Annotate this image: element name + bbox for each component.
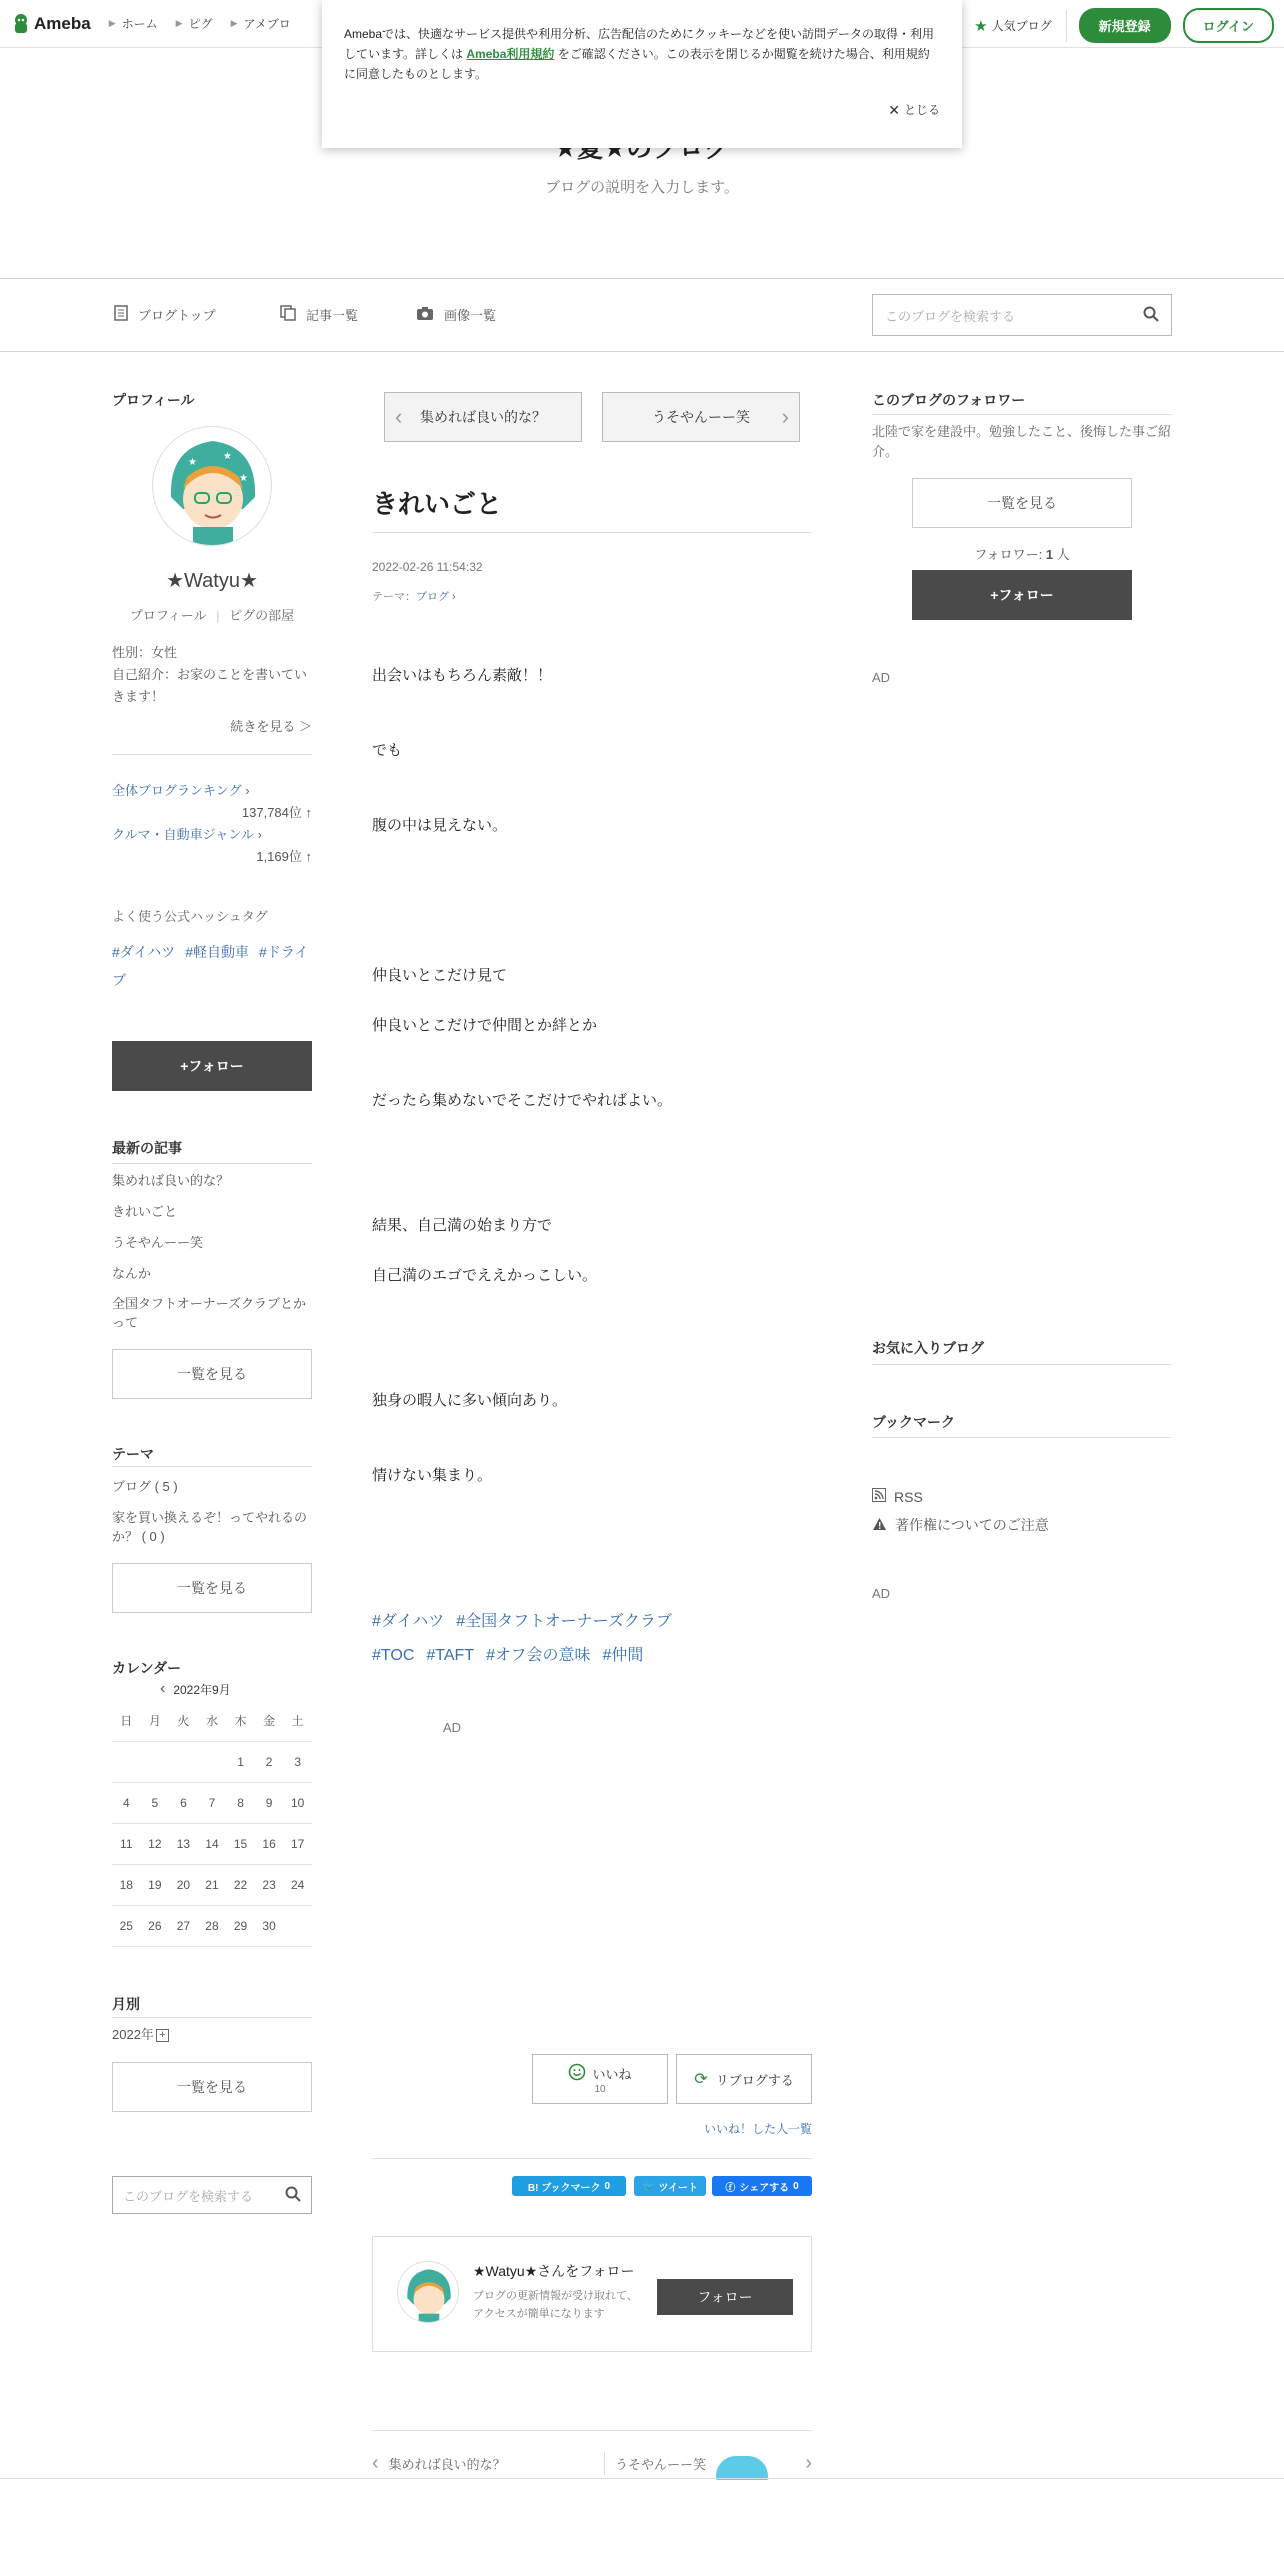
divider xyxy=(372,2158,812,2159)
chevron-left-icon: ‹ xyxy=(395,404,403,429)
divider xyxy=(112,1466,312,1467)
tab-entry-list-label: 記事一覧 xyxy=(306,308,359,323)
blog-description: ブログの説明を入力します。 xyxy=(545,179,739,196)
hatena-bookmark-button[interactable] xyxy=(512,2176,626,2196)
calendar-day: 1 xyxy=(226,1741,255,1782)
theme-item[interactable]: 家を買い換えるぞ！ってやれるのか？ ( 0 ) xyxy=(112,1510,308,1544)
profile-name[interactable]: ★Watyu★ xyxy=(166,570,258,592)
calendar-day xyxy=(169,1741,198,1782)
hatena-label: B! ブックマーク xyxy=(527,2182,601,2194)
weekday: 日 xyxy=(112,1700,141,1741)
chevron-right-icon: › xyxy=(781,404,789,429)
ranking-genre-link[interactable] xyxy=(112,824,312,846)
chevron-right-icon: ▶ xyxy=(230,18,238,28)
calendar-month: 2022年9月 xyxy=(173,1682,231,1697)
calendar-day: 12 xyxy=(141,1823,170,1864)
ranking-total-label: 全体ブログランキング xyxy=(112,783,242,798)
recent-list-button[interactable]: 一覧を見る xyxy=(112,1349,312,1399)
ameba-logo[interactable] xyxy=(12,13,91,35)
calendar-week xyxy=(112,1905,312,1946)
calendar-day: 10 xyxy=(283,1782,312,1823)
calendar-day: 13 xyxy=(169,1823,198,1864)
like-count: 10 xyxy=(594,2084,606,2095)
facebook-share-count: 0 xyxy=(793,2180,799,2192)
follower-unit: 人 xyxy=(1053,547,1070,562)
chevron-right-icon: › xyxy=(805,2452,812,2474)
login-button[interactable]: ログイン xyxy=(1183,8,1274,43)
recent-entries-heading: 最新の記事 xyxy=(112,1140,182,1156)
calendar-day: 24 xyxy=(283,1864,312,1905)
chevron-left-icon[interactable]: ‹ xyxy=(160,1680,166,1697)
profile-links: プロフィール | ピグの部屋 xyxy=(129,608,295,623)
hashtag-link[interactable]: #TOC xyxy=(372,1647,415,1664)
weekday: 水 xyxy=(198,1700,227,1741)
nav-pigg-label: ピグ xyxy=(188,17,213,31)
page-footer-divider xyxy=(0,2478,1284,2479)
tweet-button[interactable] xyxy=(634,2176,706,2196)
calendar-day: 27 xyxy=(169,1905,198,1946)
crown-icon: ★ xyxy=(974,17,988,35)
smile-icon xyxy=(568,2063,586,2084)
calendar-day: 30 xyxy=(255,1905,284,1946)
close-icon: ✕ xyxy=(888,102,900,118)
followers-heading: このブログのフォロワー xyxy=(872,392,1026,408)
bottom-prev-label: 集めれば良い的な？ xyxy=(388,2457,506,2472)
rss-icon xyxy=(872,1488,886,1505)
warning-icon xyxy=(872,1517,887,1534)
theme-heading: テーマ xyxy=(112,1446,154,1462)
follower-label: フォロワー: xyxy=(974,547,1046,562)
theme-link[interactable]: ブログ › xyxy=(416,591,456,603)
calendar-day: 29 xyxy=(226,1905,255,1946)
rss-label: RSS xyxy=(894,1488,923,1505)
prev-entry-button[interactable] xyxy=(384,392,582,442)
hashtag-link[interactable]: #ダイハツ xyxy=(112,944,176,960)
calendar-day: 11 xyxy=(112,1823,141,1864)
theme-list-button[interactable]: 一覧を見る xyxy=(112,1563,312,1613)
calendar-day: 18 xyxy=(112,1864,141,1905)
blog-search-placeholder: このブログを検索する xyxy=(885,308,1016,324)
profile-more-link[interactable]: 続きを見る ＞ xyxy=(230,719,312,734)
calendar-day: 21 xyxy=(198,1864,227,1905)
calendar-day: 26 xyxy=(141,1905,170,1946)
follow-card-text: ブログの更新情報が受け取れて、アクセスが簡単になります xyxy=(473,2290,638,2320)
ranking-total-value: 137,784位 ↑ xyxy=(241,805,312,820)
tweet-label: ツイート xyxy=(658,2182,698,2194)
article-line: だったら集めないでそこだけでやればよい。 xyxy=(372,1092,673,1109)
calendar-table xyxy=(112,1700,312,1947)
chevron-right-icon: › xyxy=(245,783,250,798)
follow-button[interactable]: +フォロー xyxy=(112,1041,312,1091)
weekday: 月 xyxy=(141,1700,170,1741)
chevron-left-icon: ‹ xyxy=(372,2452,379,2474)
monthly-year-toggle[interactable] xyxy=(112,2024,312,2046)
prev-entry-label: 集めれば良い的な？ xyxy=(420,409,546,425)
follow-card-button[interactable]: フォロー xyxy=(657,2279,793,2315)
cookie-text-1: Amebaでは、快適なサービス提供や利用分析、広告配信のためにクッキーなどを使い訪問データの取得・利用しています。詳しくは xyxy=(344,27,935,61)
svg-text:★: ★ xyxy=(223,451,232,462)
article-line: 仲良いとこだけ見て xyxy=(372,967,508,984)
hashtag-link[interactable]: #軽自動車 xyxy=(185,944,250,960)
nav-ameblo-label: アメブロ xyxy=(243,17,291,31)
calendar-day xyxy=(283,1905,312,1946)
cookie-text-2: をご確認ください。この表示を閉じるか閲覧を続けた場合、利用規約に同意したものとします。 xyxy=(344,47,930,81)
reblog-label: リブログする xyxy=(715,2072,794,2088)
entry-thumbnail xyxy=(716,2456,768,2480)
article-line: でも xyxy=(372,742,403,759)
article-theme xyxy=(372,588,812,604)
document-icon xyxy=(114,305,128,324)
profile-hashtags xyxy=(112,938,312,994)
tab-entry-list[interactable] xyxy=(280,305,358,324)
next-entry-label: うそやんーー笑 xyxy=(652,409,750,425)
recent-entry-item[interactable]: なんか xyxy=(112,1266,152,1281)
terms-link[interactable]: Ameba利用規約 xyxy=(466,47,555,61)
calendar-week xyxy=(112,1823,312,1864)
divider xyxy=(112,754,312,755)
tab-blog-top[interactable] xyxy=(114,305,216,324)
ameba-logo-icon xyxy=(12,13,30,35)
hashtag-link[interactable]: #全国タフトオーナーズクラブ xyxy=(456,1613,672,1630)
search-icon[interactable] xyxy=(285,2186,301,2205)
calendar-day: 2 xyxy=(255,1741,284,1782)
calendar-day: 14 xyxy=(198,1823,227,1864)
calendar-day: 17 xyxy=(283,1823,312,1864)
recent-entry-item[interactable]: きれいごと xyxy=(112,1204,178,1219)
calendar-heading: カレンダー xyxy=(112,1660,182,1676)
twitter-icon: 🐦 xyxy=(642,2180,655,2192)
recent-entry-item[interactable]: 全国タフトオーナーズクラブとかって xyxy=(112,1296,306,1330)
cookie-close-label: とじる xyxy=(903,103,940,117)
ad-label: AD xyxy=(872,670,891,685)
article-line: 自己満のエゴでええかっこしい。 xyxy=(372,1267,598,1284)
profile-avatar[interactable] xyxy=(152,426,272,546)
chevron-right-icon: ▶ xyxy=(108,18,116,28)
calendar-day: 19 xyxy=(141,1864,170,1905)
calendar-day: 25 xyxy=(112,1905,141,1946)
hashtag-link[interactable]: #ドライブ xyxy=(112,944,309,988)
calendar-month-nav xyxy=(160,1680,231,1698)
next-entry-button[interactable] xyxy=(602,392,800,442)
bottom-prev-entry[interactable] xyxy=(372,2452,506,2475)
recent-entry-item[interactable]: うそやんーー笑 xyxy=(112,1235,204,1250)
nav-ameblo[interactable] xyxy=(231,15,291,32)
theme-label: テーマ： xyxy=(372,591,416,603)
calendar-day: 6 xyxy=(169,1782,198,1823)
article-line: 腹の中は見えない。 xyxy=(372,817,508,834)
copyright-label: 著作権についてのご注意 xyxy=(895,1517,1049,1533)
like-row xyxy=(568,2063,631,2084)
calendar-day: 5 xyxy=(141,1782,170,1823)
popular-blogs-link[interactable] xyxy=(974,10,1066,42)
theme-item[interactable]: ブログ ( 5 ) xyxy=(112,1479,178,1494)
bottom-entry-nav xyxy=(372,2432,812,2480)
weekday: 土 xyxy=(283,1700,312,1741)
sidebar-search-placeholder: このブログを検索する xyxy=(123,2188,254,2204)
article-line: 仲良いとこだけで仲間とか絆とか xyxy=(372,1017,598,1034)
like-button[interactable] xyxy=(532,2054,668,2104)
article-line: 出会いはもちろん素敵！！ xyxy=(372,667,553,684)
bottom-next-entry[interactable] xyxy=(604,2452,812,2475)
divider xyxy=(112,2017,312,2018)
monthly-heading: 月別 xyxy=(112,1996,140,2012)
svg-text:★: ★ xyxy=(239,473,248,484)
pigg-room-link[interactable]: ピグの部屋 xyxy=(229,608,295,623)
like-label: いいね xyxy=(592,2067,632,2082)
calendar-weekdays xyxy=(112,1700,312,1741)
weekday: 火 xyxy=(169,1700,198,1741)
tab-blog-top-label: ブログトップ xyxy=(138,308,216,323)
svg-text:★: ★ xyxy=(188,457,197,468)
follow-card-title: ★Watyu★さんをフォロー xyxy=(473,2263,635,2279)
follower-count-text xyxy=(872,544,1172,563)
copyright-notice-link[interactable] xyxy=(872,1515,1172,1535)
profile-gender: 性別：女性 xyxy=(112,645,178,660)
calendar-day: 3 xyxy=(283,1741,312,1782)
like-list-link[interactable]: いいね！した人一覧 xyxy=(703,2122,812,2136)
recent-entry-item[interactable]: 集めれば良い的な？ xyxy=(112,1173,230,1188)
calendar-week xyxy=(112,1782,312,1823)
ranking-total-link[interactable] xyxy=(112,780,312,802)
calendar-day: 8 xyxy=(226,1782,255,1823)
favorite-blogs-heading: お気に入りブログ xyxy=(872,1340,984,1356)
follower-count: 1 xyxy=(1045,547,1054,562)
logo-text: Ameba xyxy=(34,13,91,33)
follow-card xyxy=(372,2236,812,2352)
hashtag-link[interactable]: #TAFT xyxy=(426,1647,475,1664)
blog-search-input[interactable] xyxy=(872,294,1172,336)
nav-home-label: ホーム xyxy=(121,17,158,31)
copy-icon xyxy=(280,305,296,324)
calendar-day: 16 xyxy=(255,1823,284,1864)
facebook-share-button[interactable] xyxy=(712,2176,812,2196)
cookie-close-button[interactable] xyxy=(888,100,940,120)
article-hashtags-row-1 xyxy=(372,1608,812,1631)
bottom-next-label: うそやんーー笑 xyxy=(615,2457,707,2472)
profile-heading: プロフィール xyxy=(112,392,195,408)
reblog-icon: ⟳ xyxy=(694,2071,708,2088)
sidebar-search-input[interactable] xyxy=(112,2176,312,2214)
article-line: 結果、自己満の始まり方で xyxy=(372,1217,553,1234)
calendar-week xyxy=(112,1864,312,1905)
facebook-icon: ⓕ xyxy=(725,2182,736,2194)
calendar-day: 23 xyxy=(255,1864,284,1905)
hashtag-link[interactable]: #オフ会の意味 xyxy=(486,1647,591,1664)
divider xyxy=(872,414,1172,415)
cookie-banner xyxy=(322,0,962,148)
divider xyxy=(872,1364,1172,1365)
right-follow-button[interactable]: +フォロー xyxy=(912,570,1132,620)
calendar-day xyxy=(198,1741,227,1782)
profile-link[interactable]: プロフィール xyxy=(129,608,207,623)
blog-tab-bar xyxy=(0,278,1284,352)
nav-home[interactable] xyxy=(109,15,158,32)
profile-intro: 自己紹介：お家のことを書いていきます！ xyxy=(112,667,308,704)
ranking-genre-label: クルマ・自動車ジャンル xyxy=(112,827,255,842)
calendar-day: 4 xyxy=(112,1782,141,1823)
tab-image-list-label: 画像一覧 xyxy=(444,308,497,323)
calendar-day xyxy=(141,1741,170,1782)
article-date: 2022-02-26 11:54:32 xyxy=(372,560,483,574)
top-right-actions xyxy=(974,8,1274,43)
weekday: 金 xyxy=(255,1700,284,1741)
hashtag-link[interactable]: #仲間 xyxy=(602,1647,644,1664)
facebook-share-label: シェアする xyxy=(739,2182,790,2194)
followers-description: 北陸で家を建設中。勉強したこと、後悔した事ご紹介。 xyxy=(872,424,1172,459)
ad-label: AD xyxy=(443,1720,462,1735)
monthly-year-label: 2022年 xyxy=(112,2027,154,2042)
chevron-right-icon: › xyxy=(257,827,262,842)
calendar-day xyxy=(112,1741,141,1782)
calendar-day: 28 xyxy=(198,1905,227,1946)
hashtag-heading: よく使う公式ハッシュタグ xyxy=(112,909,268,924)
article-line: 独身の暇人に多い傾向あり。 xyxy=(372,1392,568,1409)
chevron-right-icon: ▶ xyxy=(175,18,183,28)
article-hashtags-row-2 xyxy=(372,1642,812,1665)
calendar-day: 15 xyxy=(226,1823,255,1864)
bookmarks-heading: ブックマーク xyxy=(872,1414,956,1430)
search-icon[interactable] xyxy=(1143,306,1159,325)
rss-link[interactable] xyxy=(872,1488,1172,1505)
camera-icon xyxy=(416,306,434,324)
calendar-day: 22 xyxy=(226,1864,255,1905)
nav-pigg[interactable] xyxy=(176,15,213,32)
plus-box-icon: + xyxy=(156,2029,169,2042)
theme-link-label: ブログ xyxy=(416,591,449,603)
divider xyxy=(372,532,812,533)
tab-image-list[interactable] xyxy=(416,305,496,324)
weekday: 木 xyxy=(226,1700,255,1741)
calendar-week xyxy=(112,1741,312,1782)
popular-label: 人気ブログ xyxy=(991,19,1052,33)
calendar-day: 20 xyxy=(169,1864,198,1905)
article-title[interactable]: きれいごと xyxy=(372,489,503,519)
calendar-day: 9 xyxy=(255,1782,284,1823)
divider xyxy=(372,2430,812,2431)
reblog-button[interactable] xyxy=(676,2054,812,2104)
signup-button[interactable]: 新規登録 xyxy=(1079,8,1171,43)
article-line: 情けない集まり。 xyxy=(372,1467,493,1484)
follow-card-avatar xyxy=(397,2261,459,2323)
monthly-list-button[interactable]: 一覧を見る xyxy=(112,2062,312,2112)
divider xyxy=(112,1163,312,1164)
hatena-count: 0 xyxy=(604,2180,611,2192)
followers-list-button[interactable]: 一覧を見る xyxy=(912,478,1132,528)
hashtag-link[interactable]: #ダイハツ xyxy=(372,1613,445,1630)
calendar-day: 7 xyxy=(198,1782,227,1823)
ad-label: AD xyxy=(872,1586,891,1601)
divider xyxy=(872,1437,1172,1438)
ranking-genre-value: 1,169位 ↑ xyxy=(256,849,312,864)
